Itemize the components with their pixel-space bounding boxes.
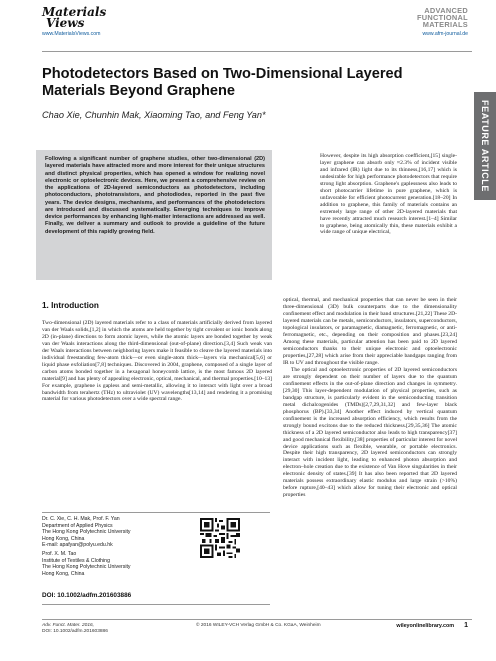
section-heading: 1. Introduction [42, 301, 99, 310]
afm-url[interactable]: www.afm-journal.de [422, 30, 468, 37]
affiliation-line: Hong Kong, China [42, 535, 85, 542]
footer-site [396, 622, 468, 629]
affiliation-block [42, 516, 192, 577]
article-title: Photodetectors Based on Two-Dimensional Layered Materials Beyond Graphene [42, 66, 403, 99]
author-list: Chao Xie, Chunhin Mak, Xiaoming Tao, and Feng Yan* [42, 110, 266, 120]
affiliation-line: Hong Kong, China [42, 570, 85, 577]
article-doi[interactable]: DOI: 10.1002/adfm.201603886 [42, 592, 132, 599]
abstract-box: Following a significant number of graphene studies, other two-dimensional (2D) layered materials have attracted more and more interest for their unique structures and distinct physical properties, which has opened a window for realizing novel electronic or optoelectronic devices. Here, we present a comprehensive review on the applications of 2D-layered semiconductors as photodetectors, including photoconductors, phototransistors, and photodiodes, reported in the past five years. The device designs, mechanisms, and performances of the photodetectors are introduced and discussed systematically. Emerging techniques to improve device performances by enhancing light-matter interactions are addressed as well. Finally, we deliver a summary and outlook to provide a guideline of the future development of this rapidly growing field. [36, 150, 272, 280]
affiliation-line: The Hong Kong Polytechnic University [42, 564, 131, 571]
affiliation-line: Institute of Textiles & Clothing [42, 557, 110, 564]
affiliation-top-divider [42, 512, 270, 513]
intro-column-right [283, 297, 457, 499]
affiliation-email[interactable]: E-mail: apafyan@polyu.edu.hk [42, 542, 113, 549]
affiliation-line: Dr. C. Xie, C. H. Mak, Prof. F. Yan [42, 516, 120, 522]
qr-code-icon[interactable] [200, 518, 240, 558]
affiliation-line: Prof. X. M. Tao [42, 550, 77, 557]
affiliation-line: The Hong Kong Polytechnic University [42, 529, 131, 536]
affiliation-bottom-divider [42, 604, 270, 605]
materials-views-logo [42, 7, 106, 37]
paragraph: Two-dimensional (2D) layered materials refer to a class of materials artificially derived from layered van der Waals solids,[1,2] in which the atoms are held together by tight covalent or ionic bonds along 2D (in-plane) directions to form atomic layers, while the atomic layers are bonded together by weak van der Waals interactions along the third-dimensional (out-of-plane) direction.[3,4] Such weak van der Waals interactions between neighboring layers make it feasible to cleave the layered materials into individual freestanding few-atom thick—or even single-atom thick—layers via mechanical[5,6] or liquid phase exfoliation[7,8] techniques. Discovered in 2004, graphene, composed of a single layer of carbon atoms bonded together in a hexagonal honeycomb lattice, is the most famous 2D layered material[9] and has plenty of appealing electronic, optical, mechanical, and thermal properties.[10–13] For example, graphene is gapless and semi-metallic, allowing it to interact with light over a broad bandwidth from terahertz (THz) to ultraviolet (UV) wavelengths[13,14] and rendering it a promising material for various photodetectors over a wide spectral range. [42, 320, 272, 403]
footer-site-link[interactable]: wileyonlinelibrary.com [396, 623, 455, 629]
affiliation-line: Department of Applied Physics [42, 522, 113, 529]
footer-divider [42, 619, 472, 620]
paragraph: However, despite its high absorption coefficient,[15] single-layer graphene can absorb only ≈2.3% of incident visible and infrared (IR) light due to its thinness,[16,17] which is undesirable for high performance photodetectors that require strong light absorption. Graphene's gaplessness also leads to short photocarrier lifetime in pure graphene, which is unfavorable for efficient photocurrent generation.[18–20] In addition to graphene, this family of materials contains an extremely large range of other 2D-layered materials that have recently attracted much research interest.[1–4] Similar to graphene, being atomically thin, these materials exhibit a wide range of unique electrical, [320, 153, 457, 236]
intro-column-right-top [320, 153, 457, 236]
header-divider [42, 51, 472, 52]
materials-views-wordmark: Materials Views [42, 5, 107, 30]
paragraph: The optical and optoelectronic properties of 2D layered semiconductors are strongly dependent on their number of layers due to the quantum confinement effects in the out-of-plane direction and changes in symmetry.[29,30] This layer-dependent modulation of physical properties, such as bandgap structure, is particularly evident in the semiconducting transition metal dichalcogenides (TMDs)[2,7,29,31,32] and few-layer black phosphorus (BP).[33,34] Another effect induced by vertical quantum confinement is the increased absorption efficiency, which results from the strongly bound excitons due to the reduced thickness.[29,35,36] The atomic thickness of a 2D layered semiconductor also leads to high transparency[37] and good mechanical flexibility,[38] properties of particular interest for novel device applications such as flexible, wearable, or portable electronics. Despite their high transparency, 2D layered semiconductors can strongly interact with incident light, leading to enhanced photon absorption and electron–hole creation due to the existence of Van Hove singularities in their electronic density of states.[39] It has also been reported that 2D layered materials possess extraordinary elastic modulus and large strain (>10%) before rupture,[40–43] which allow for tuning their electronic and optical properties [283, 367, 457, 499]
intro-column-left [42, 320, 272, 403]
afm-logo [417, 7, 468, 37]
page-number: 1 [464, 622, 468, 629]
footer-copyright: © 2016 WILEY-VCH Verlag GmbH & Co. KGaA, Weinheim [196, 623, 321, 628]
materials-views-url[interactable]: www.MaterialsViews.com [42, 31, 101, 37]
footer-citation: Adv. Funct. Mater. 2016, DOI: 10.1002/adfm.201603886 [42, 623, 108, 635]
afm-wordmark: ADVANCED FUNCTIONAL MATERIALS [416, 6, 468, 30]
feature-article-tab: FEATURE ARTICLE [474, 92, 496, 200]
paragraph: optical, thermal, and mechanical properties that can never be seen in their three-dimensional (3D) bulk counterparts due to the dimensionality confinement effect and modulation in their band structures.[21,22] These 2D-layered materials can be metals, semiconductors, insulators, superconductors, topological insulators, or paramagnetic, diamagnetic, ferromagnetic, or anti-ferromagnetic, etc., depending on their composition and phases.[23,24] Among these materials, particular attention has been paid to 2D layered semiconductors thanks to their unique electronic and optoelectronic properties,[27,28] which arise from their appreciable bandgaps ranging from IR to UV and throughout the visible range. [283, 297, 457, 366]
